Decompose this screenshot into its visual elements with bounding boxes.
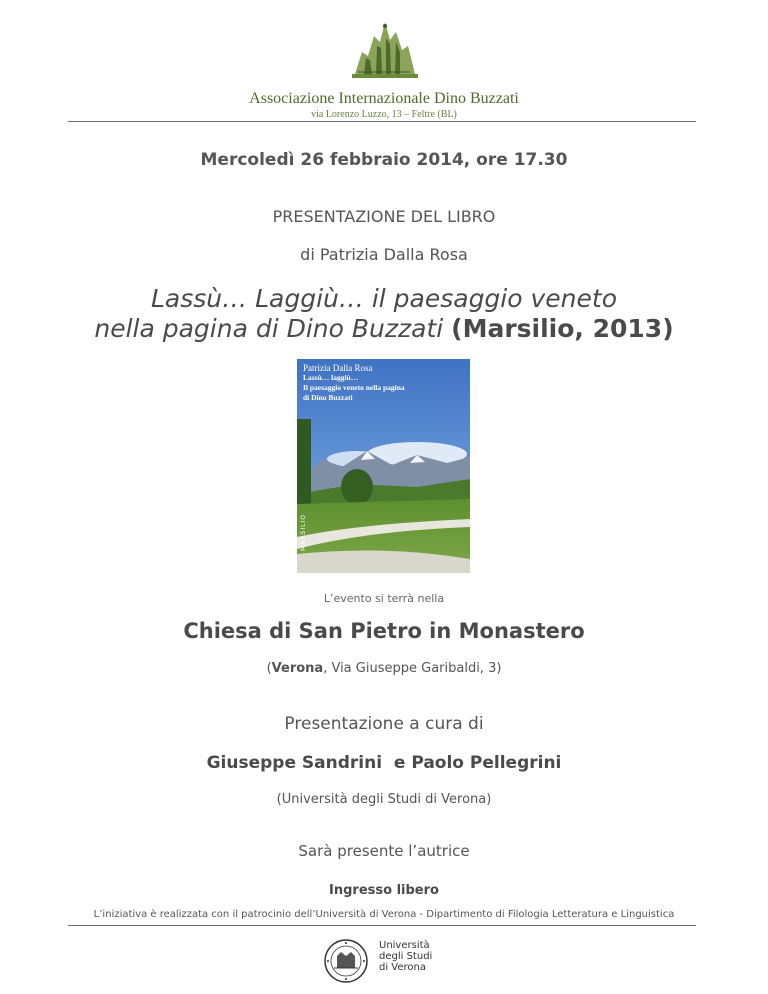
university-line-2: degli Studi — [379, 951, 433, 962]
association-logo — [350, 16, 420, 80]
curated-intro: Presentazione a cura di — [284, 714, 484, 734]
university-line-1: Università — [379, 940, 430, 951]
cover-title-line-2: Il paesaggio veneto nella pagina — [303, 383, 405, 392]
book-title-part-2: nella pagina di Dino Buzzati — [94, 314, 444, 343]
book-author: di Patrizia Dalla Rosa — [300, 245, 468, 264]
venue-address-open: ( — [266, 661, 272, 676]
speakers-affiliation: (Università degli Studi di Verona) — [276, 792, 492, 807]
venue-name: Chiesa di San Pietro in Monastero — [183, 619, 585, 643]
university-name — [379, 940, 432, 973]
cover-spine-text: MARSILIO — [299, 514, 307, 551]
cover-title-line-1: Lassù… laggiù… — [303, 373, 359, 382]
university-seal — [320, 938, 372, 984]
venue-city: Verona — [271, 661, 324, 676]
event-date: Mercoledì 26 febbraio 2014, ore 17.30 — [200, 150, 568, 170]
footer-divider — [68, 925, 696, 926]
entry-free: Ingresso libero — [329, 883, 439, 898]
book-publisher: (Marsilio, 2013) — [451, 314, 674, 343]
university-line-3: di Verona — [379, 962, 426, 973]
book-cover — [297, 359, 470, 573]
cover-author: Patrizia Dalla Rosa — [303, 363, 373, 373]
book-cover-text — [303, 363, 405, 403]
venue-address-rest: , Via Giuseppe Garibaldi, 3) — [323, 661, 502, 676]
event-heading: PRESENTAZIONE DEL LIBRO — [272, 207, 496, 226]
author-present: Sarà presente l’autrice — [298, 842, 470, 860]
book-title-line-1 — [0, 283, 768, 314]
venue-address — [0, 661, 768, 676]
patronage-note: L’iniziativa è realizzata con il patrocinio dell’Università di Verona - Dipartimento di Filologia Letteratura e Linguistica — [93, 909, 675, 920]
cover-title-line-3: di Dino Buzzati — [303, 393, 353, 402]
association-address: via Lorenzo Luzzo, 13 – Feltre (BL) — [311, 109, 457, 120]
association-name: Associazione Internazionale Dino Buzzati — [249, 90, 519, 107]
speakers: Giuseppe Sandrini e Paolo Pellegrini — [206, 753, 562, 773]
header-divider — [68, 121, 696, 122]
book-title-line-2 — [0, 313, 768, 344]
venue-intro: L’evento si terrà nella — [323, 592, 445, 605]
book-title-part-1: Lassù… Laggiù… il paesaggio veneto — [151, 284, 617, 313]
